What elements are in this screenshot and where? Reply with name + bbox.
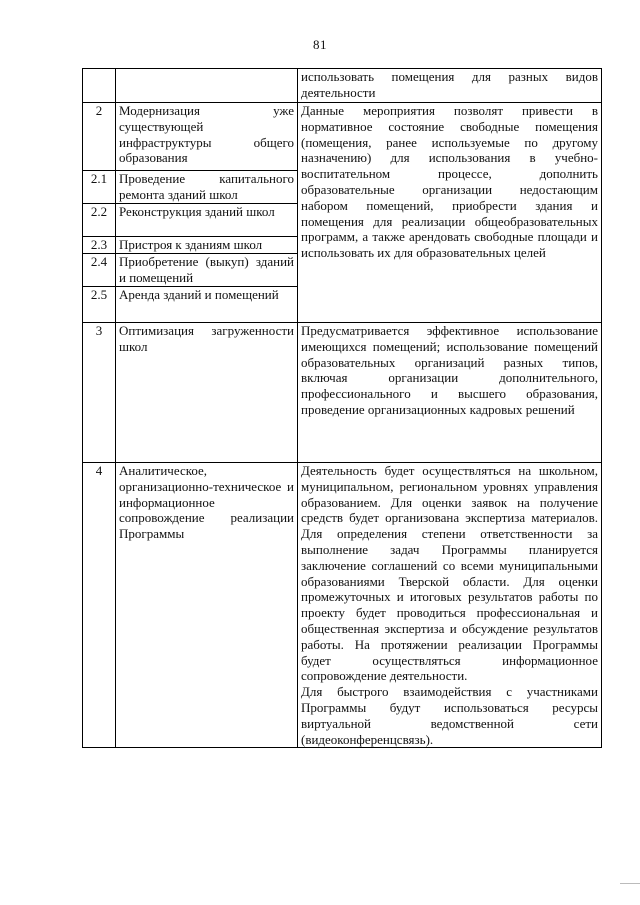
row-number: 2.4 [83,254,116,287]
row-number: 2.1 [83,171,116,204]
row-name-text: Проведение капитального ремонта зданий школ [119,171,294,202]
row-name [116,237,298,254]
row-number: 3 [83,323,116,463]
row-description [298,69,602,103]
table-row [83,69,602,103]
row-number: 4 [83,463,116,748]
description-text: использовать помещения для разных видов деятельности [301,69,598,100]
row-number: 2 [83,103,116,171]
row-name-text: Аналитическое, организационно-техническое и информационное сопровождение реализации Программы [119,463,294,542]
row-description [298,323,602,463]
row-name-text: Аренда зданий и помещений [119,287,279,302]
row-name [116,463,298,748]
row-number: 2.3 [83,237,116,254]
table-row [83,463,602,748]
row-name [116,171,298,204]
description-paragraph: Для быстрого взаимодействия с участниками Программы будут использоваться ресурсы виртуальной ведомственной сети (видеоконференцсвязь). [301,684,598,747]
row-number [83,69,116,103]
measures-table [82,68,602,748]
row-number: 2.2 [83,204,116,237]
description-paragraph: Деятельность будет осуществляться на школьном, муниципальном, региональном уровнях управления образованием. Для оценки заявок на получение средств будет организована экспертиза материалов. Для определения степени ответственности за выполнение задач Программы планируется заключение соглашений со всеми муниципальными образованиями Тверской области. Для оценки промежуточных и итоговых результатов работы по проекту будет проводиться профессиональная и общественная экспертиза и обсуждение результатов работы. На протяжении реализации Программы будет осуществляться информационное сопровождение деятельности. [301,463,598,684]
row-name-text: Оптимизация загруженности школ [119,323,294,354]
row-description [298,463,602,748]
edge-mark [620,883,640,884]
row-name [116,69,298,103]
row-name [116,323,298,463]
row-name-text: Приобретение (выкуп) зданий и помещений [119,254,294,285]
table-row [83,323,602,463]
row-name [116,287,298,323]
row-description [298,103,602,323]
row-name [116,204,298,237]
page-number: 81 [313,37,327,52]
row-name [116,254,298,287]
row-name-text: Пристроя к зданиям школ [119,237,263,252]
description-text: Данные мероприятия позволят привести в нормативное состояние свободные помещения (помещения, ранее используемые по другому назначению) для использования в учебно-воспитательном процессе, дополнить образовательные организации недостающим набором помещений, приобрести здания и помещения для реализации общеобразовательных программ, а также арендовать свободные площади и использовать их для образовательных целей [301,103,598,261]
row-number: 2.5 [83,287,116,323]
description-text: Предусматривается эффективное использование имеющихся помещений; использование помещений образовательных организаций разных типов, включая организации дополнительного, профессионального и высшего образования, проведение организационных кадровых решений [301,323,598,417]
table-row [83,103,602,171]
row-name-text: Модернизация уже существующей инфраструктуры общего образования [119,103,294,166]
row-name [116,103,298,171]
row-name-text: Реконструкция зданий школ [119,204,275,219]
